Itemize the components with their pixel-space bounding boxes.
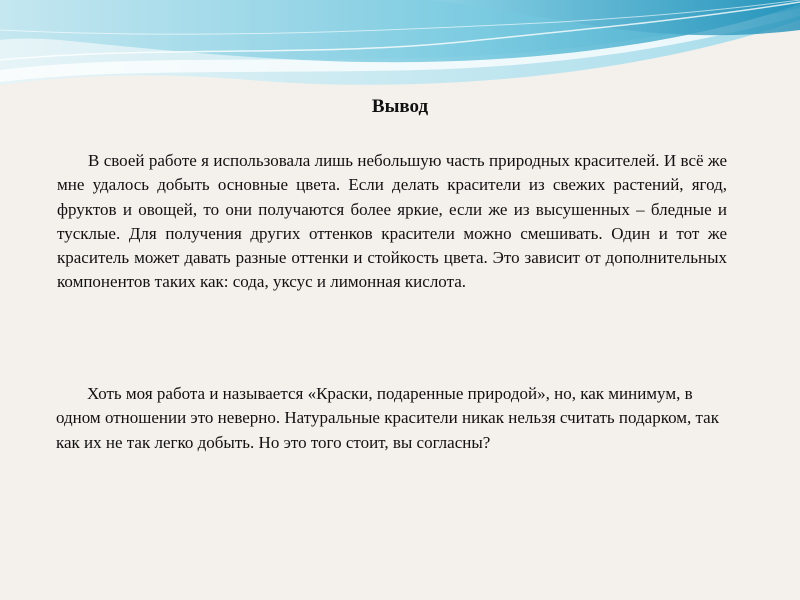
header-wave-decoration bbox=[0, 0, 800, 105]
paragraph-conclusion: В своей работе я использовала лишь небольшую часть природных красителей. И всё же мне удалось добыть основные цвета. Если делать красители из свежих растений, ягод, фруктов и овощей, то они получаются более яркие, если же из высушенных – бледные и тусклые. Для получения других оттенков красители можно смешивать. Один и тот же краситель может давать разные оттенки и стойкость цвета. Это зависит от дополнительных компонентов таких как: сода, уксус и лимонная кислота. bbox=[57, 151, 727, 292]
paragraph-closing: Хоть моя работа и называется «Краски, подаренные природой», но, как минимум, в одном отношении это неверно. Натуральные красители никак нельзя считать подарком, так как их не так легко добыть. Но это того стоит, вы согласны? bbox=[56, 384, 719, 452]
slide-title: Вывод bbox=[371, 96, 429, 117]
